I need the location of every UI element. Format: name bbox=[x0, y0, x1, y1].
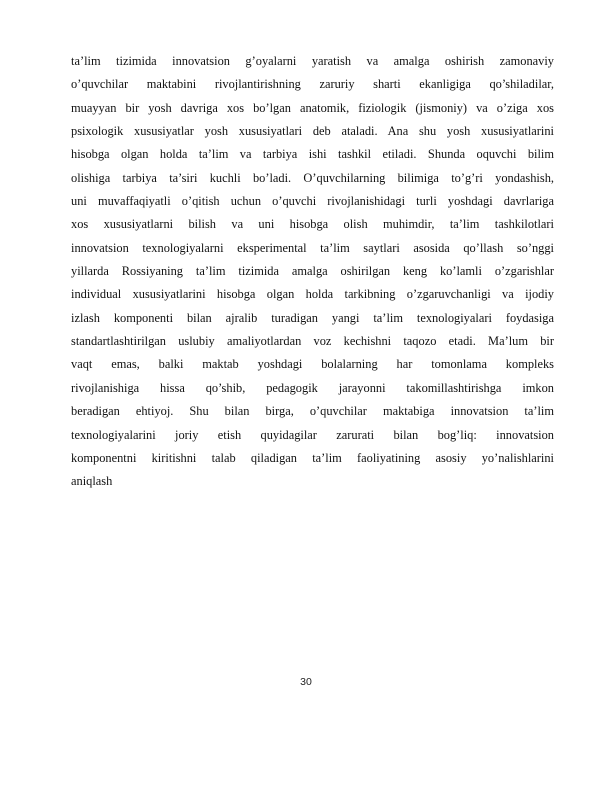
body-paragraph bbox=[71, 50, 554, 494]
text-line: uni muvaffaqiyatli o’qitish uchun o’quvchi rivojlanishidagi turli yoshdagi davrlariga bbox=[71, 194, 554, 209]
text-line: muayyan bir yosh davriga xos bo’lgan anatomik, fiziologik (jismoniy) va o’ziga xos bbox=[71, 100, 554, 115]
text-line: innovatsion texnologiyalarni eksperimental ta’lim saytlari asosida qo’llash so’nggi bbox=[71, 240, 554, 255]
text-line: ta’lim tizimida innovatsion g’oyalarni yaratish va amalga oshirish zamonaviy bbox=[71, 54, 554, 68]
text-line: izlash komponenti bilan ajralib turadigan yangi ta’lim texnologiyalari foydasiga bbox=[71, 310, 554, 325]
page-number: 30 bbox=[300, 676, 312, 688]
text-line: xos xususiyatlarni bilish va uni hisobga olish muhimdir, ta’lim tashkilotlari bbox=[71, 217, 554, 232]
text-line: olishiga tarbiya ta’siri kuchli bo’ladi. O’quvchilarning bilimiga to’g’ri yondashish, bbox=[71, 170, 554, 185]
text-line: o’quvchilar maktabini rivojlantirishning zaruriy sharti ekanligiga qo’shiladilar, bbox=[71, 77, 554, 92]
text-line: individual xususiyatlarini hisobga olgan holda tarkibning o’zgaruvchanligi va ijodiy bbox=[71, 287, 554, 302]
text-line: aniqlash bbox=[71, 474, 113, 489]
text-line: yillarda Rossiyaning ta’lim tizimida amalga oshirilgan keng ko’lamli o’zgarishlar bbox=[71, 264, 554, 279]
text-line: komponentni kiritishni talab qiladigan ta’lim faoliyatining asosiy yo’nalishlarini bbox=[71, 450, 554, 465]
text-line: hisobga olgan holda ta’lim va tarbiya ishi tashkil etiladi. Shunda oquvchi bilim bbox=[71, 147, 554, 162]
text-line: psixologik xususiyatlar yosh xususiyatlari deb ataladi. Ana shu yosh xususiyatlarini bbox=[71, 124, 554, 139]
text-line: rivojlanishiga hissa qo’shib, pedagogik jarayonni takomillashtirishga imkon bbox=[71, 380, 554, 395]
text-line: standartlashtirilgan uslubiy amaliyotlardan voz kechishni taqozo etadi. Ma’lum bir bbox=[71, 334, 554, 349]
text-line: beradigan ehtiyoj. Shu bilan birga, o’quvchilar maktabiga innovatsion ta’lim bbox=[71, 404, 554, 419]
text-line: texnologiyalarini joriy etish quyidagilar zarurati bilan bog’liq: innovatsion bbox=[71, 427, 554, 442]
text-line: vaqt emas, balki maktab yoshdagi bolalarning har tomonlama kompleks bbox=[71, 357, 554, 372]
